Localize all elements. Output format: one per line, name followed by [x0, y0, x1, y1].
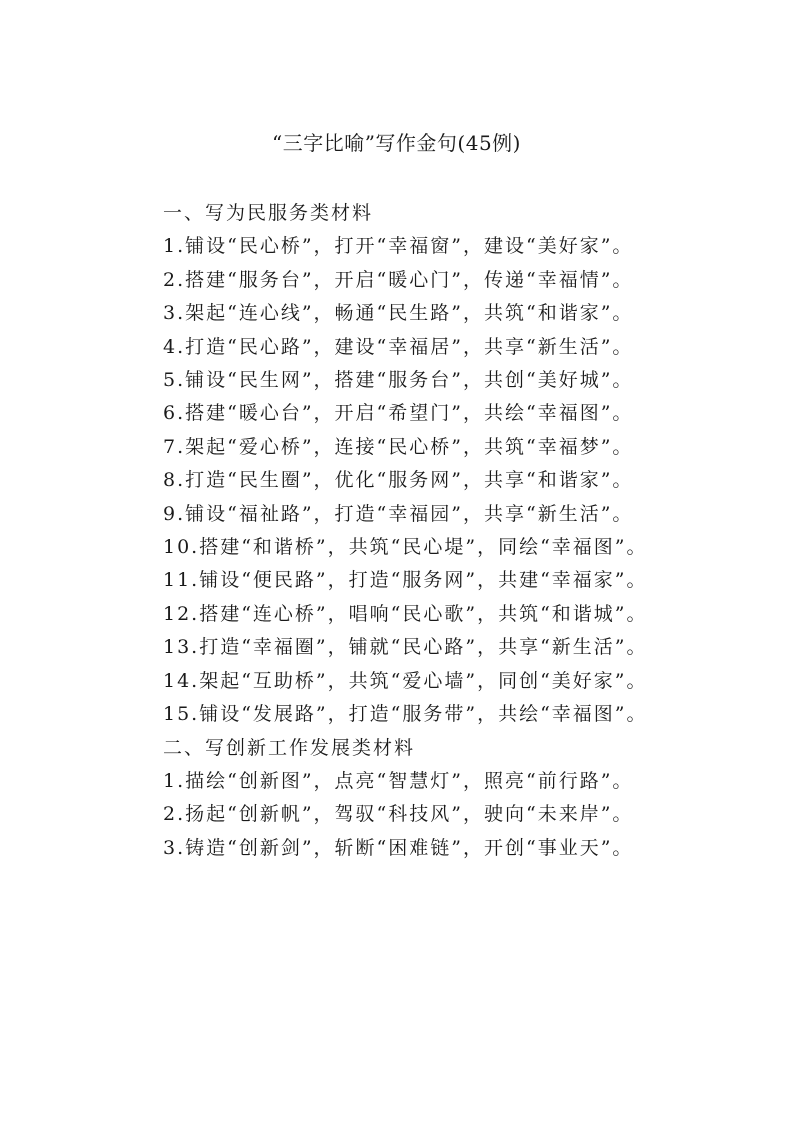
list-item: 1.描绘“创新图”，点亮“智慧灯”，照亮“前行路”。 [163, 769, 634, 792]
list-item: 13.打造“幸福圈”，铺就“民心路”，共享“新生活”。 [163, 636, 648, 659]
section-heading: 二、写创新工作发展类材料 [163, 736, 416, 759]
list-item: 14.架起“互助桥”，共筑“爱心墙”，同创“美好家”。 [163, 669, 648, 692]
list-item: 4.打造“民心路”，建设“幸福居”，共享“新生活”。 [163, 335, 634, 358]
list-item: 3.铸造“创新剑”，斩断“困难链”，开创“事业天”。 [163, 836, 634, 859]
list-item: 8.打造“民生圈”，优化“服务网”，共享“和谐家”。 [163, 469, 634, 492]
list-item: 7.架起“爱心桥”，连接“民心桥”，共筑“幸福梦”。 [163, 435, 634, 458]
list-item: 5.铺设“民生网”，搭建“服务台”，共创“美好城”。 [163, 369, 634, 392]
list-item: 2.扬起“创新帆”，驾驭“科技风”，驶向“未来岸”。 [163, 803, 634, 826]
list-item: 3.架起“连心线”，畅通“民生路”，共筑“和谐家”。 [163, 302, 634, 325]
list-item: 1.铺设“民心桥”，打开“幸福窗”，建设“美好家”。 [163, 235, 634, 258]
list-item: 15.铺设“发展路”，打造“服务带”，共绘“幸福图”。 [163, 703, 648, 726]
list-item: 11.铺设“便民路”，打造“服务网”，共建“幸福家”。 [163, 569, 648, 592]
list-item: 10.搭建“和谐桥”，共筑“民心堤”，同绘“幸福图”。 [163, 536, 648, 559]
list-item: 12.搭建“连心桥”，唱响“民心歌”，共筑“和谐城”。 [163, 602, 648, 625]
document-body [163, 197, 743, 865]
document-title: “三字比喻”写作金句(45例) [271, 131, 521, 155]
list-item: 2.搭建“服务台”，开启“暖心门”，传递“幸福情”。 [163, 268, 634, 291]
list-item: 6.搭建“暖心台”，开启“希望门”，共绘“幸福图”。 [163, 402, 634, 425]
list-item: 9.铺设“福祉路”，打造“幸福园”，共享“新生活”。 [163, 502, 634, 525]
section-heading: 一、写为民服务类材料 [163, 202, 374, 224]
